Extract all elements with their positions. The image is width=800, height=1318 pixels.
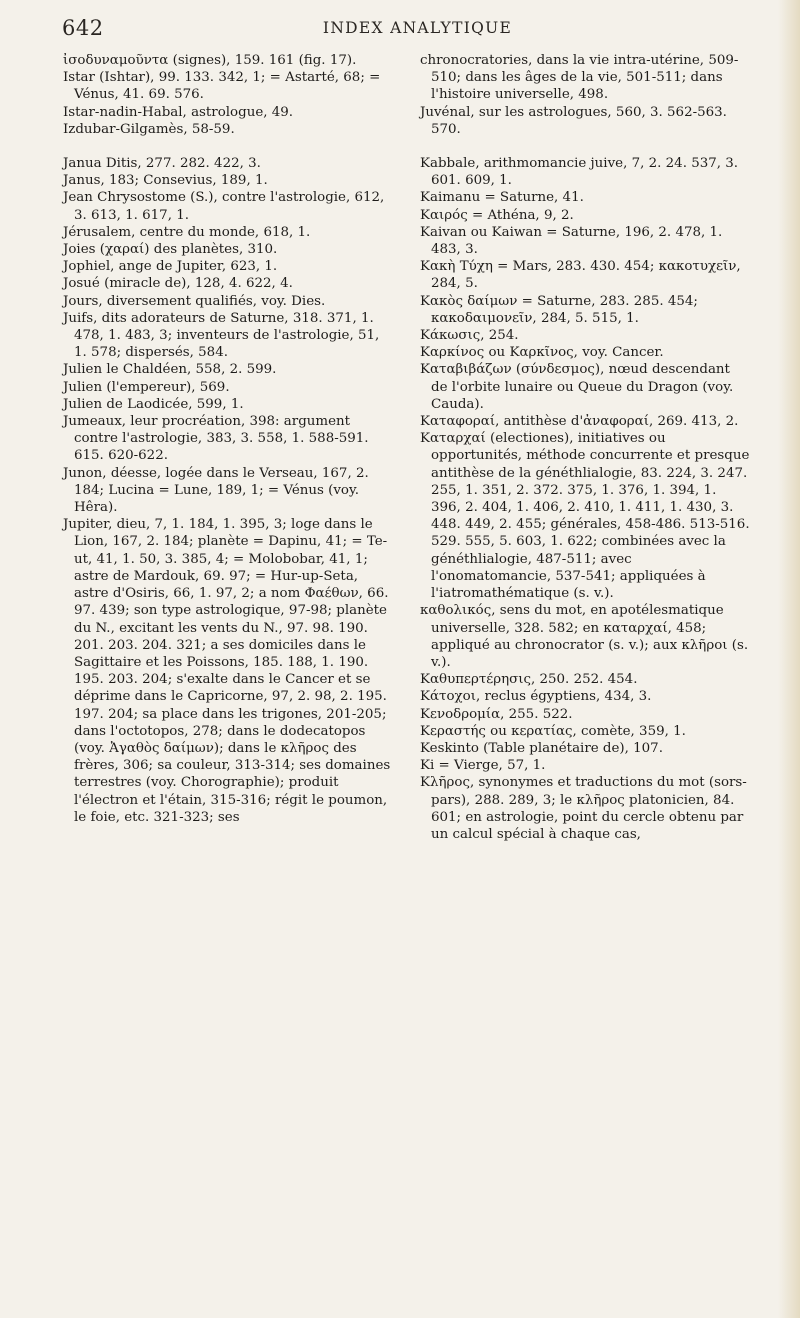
index-entry: Καιρός = Athéna, 9, 2. — [420, 207, 574, 223]
index-entry: Καταβιβάζων (σύνδεσμος), nœud descendant de l'orbite lunaire ou Queue du Dragon (voy. Cauda). — [420, 362, 734, 412]
index-entry: Jupiter, dieu, 7, 1. 184, 1. 395, 3; loge dans le Lion, 167, 2. 184; planète = Dapinu, 41; = Te-ut, 41, 1. 50, 3. 385, 4; = Molobobar, 41, 1; astre de Mardouk, 69. 97; = Hur-up-Seta, astre d'Osiris, 66, 1. 97, 2; a nom Φαέθων, 66. 97. 439; son type astrologique, 97-98; planète du N., excitant les vents du N., 97. 98. 190. 201. 203. 204. 321; a ses domiciles dans le Sagittaire et les Poissons, 185. 188, 1. 190. 195. 203. 204; s'exalte dans le Cancer et se déprime dans le Capricorne, 97, 2. 98, 2. 195. 197. 204; sa place dans les trigones, 201-205; dans l'octotopos, 278; dans le dodecatopos (voy. Ἀγαθὸς δαίμων); dans le κλῆρος des frères, 306; sa couleur, 313-314; ses domaines terrestres (voy. Chorographie); produit l'électron et l'étain, 315-316; régit le poumon, le foie, etc. 321-323; ses — [63, 517, 391, 825]
index-entry: Izdubar-Gilgamès, 58-59. — [63, 121, 235, 137]
index-entry: Jérusalem, centre du monde, 618, 1. — [63, 224, 311, 240]
index-entry: Κάκωσις, 254. — [420, 328, 519, 344]
index-entry: Καταρχαί (electiones), initiatives ou opportunités, méthode concurrente et presque antithèse de la généthlialogie, 83. 224, 3. 247. 255, 1. 351, 2. 372. 375, 1. 376, 1. 394, 1. 396, 2. 404, 1. 406, 2. 410, 1. 411, 1. 430, 3. 448. 449, 2. 455; générales, 458-486. 513-516. 529. 555, 5. 603, 1. 622; combinées avec la généthlialogie, 487-511; avec l'onomatomancie, 537-541; appliquées à l'iatromathématique (s. v.). — [420, 431, 750, 602]
index-entry: Julien (l'empereur), 569. — [63, 379, 230, 395]
index-entry: Keskinto (Table planétaire de), 107. — [420, 740, 663, 756]
index-entry: Καρκίνος ou Καρκῖνος, voy. Cancer. — [420, 345, 664, 361]
index-entry: Κλῆρος, synonymes et traductions du mot (sors-pars), 288. 289, 3; le κλῆρος platonicien, 84. 601; en astrologie, point du cercle obtenu par un calcul spécial à chaque cas, — [420, 775, 747, 842]
index-entry: Kaimanu = Saturne, 41. — [420, 190, 584, 206]
index-column-right — [420, 52, 750, 843]
index-entry: Julien de Laodicée, 599, 1. — [63, 396, 244, 412]
section-gap — [63, 138, 391, 155]
section-gap — [420, 138, 750, 155]
index-entry: Janus, 183; Consevius, 189, 1. — [63, 173, 268, 189]
index-entry: Josué (miracle de), 128, 4. 622, 4. — [63, 276, 293, 292]
index-entry: Kaivan ou Kaiwan = Saturne, 196, 2. 478, 1. 483, 3. — [420, 224, 723, 258]
index-entry: Juvénal, sur les astrologues, 560, 3. 562-563. 570. — [420, 104, 727, 137]
index-entry: Jumeaux, leur procréation, 398: argument contre l'astrologie, 383, 3. 558, 1. 588-591. 615. 620-622. — [63, 414, 369, 464]
page-number: 642 — [62, 16, 104, 40]
index-entry: ἰσοδυναμοῦντα (signes), 159. 161 (fig. 17). — [63, 53, 357, 68]
index-entry: Juifs, dits adorateurs de Saturne, 318. 371, 1. 478, 1. 483, 3; inventeurs de l'astrologie, 51, 1. 578; dispersés, 584. — [63, 310, 380, 361]
index-column-left — [63, 52, 391, 826]
index-entry: Istar (Ishtar), 99. 133. 342, 1; = Astarté, 68; = Vénus, 41. 69. 576. — [63, 70, 381, 103]
index-entry: Istar-nadin-Habal, astrologue, 49. — [63, 104, 294, 120]
index-entry: Ki = Vierge, 57, 1. — [420, 758, 546, 774]
index-entry: Janua Ditis, 277. 282. 422, 3. — [63, 156, 261, 172]
index-entry: Jours, diversement qualifiés, voy. Dies. — [63, 293, 326, 309]
index-entry: Junon, déesse, logée dans le Verseau, 167, 2. 184; Lucina = Lune, 189, 1; = Vénus (voy. Hêra). — [63, 465, 369, 516]
index-entry: Κακὴ Τύχη = Mars, 283. 430. 454; κακοτυχεῖν, 284, 5. — [420, 259, 741, 292]
index-entry: chronocratories, dans la vie intra-utérine, 509-510; dans les âges de la vie, 501-511; dans l'histoire universelle, 498. — [420, 53, 739, 103]
index-entry: Jophiel, ange de Jupiter, 623, 1. — [63, 259, 278, 275]
index-entry: Κακὸς δαίμων = Saturne, 283. 285. 454; κακοδαιμονεῖν, 284, 5. 515, 1. — [420, 293, 698, 326]
index-entry: Jean Chrysostome (S.), contre l'astrologie, 612, 3. 613, 1. 617, 1. — [63, 190, 385, 223]
index-entry: Καθυπερτέρησις, 250. 252. 454. — [420, 672, 638, 688]
running-title: INDEX ANALYTIQUE — [322, 19, 513, 37]
index-entry: Julien le Chaldéen, 558, 2. 599. — [63, 362, 277, 378]
page-edge-shading — [778, 0, 800, 1318]
index-entry: καθολικός, sens du mot, en apotélesmatique universelle, 328. 582; en καταρχαί, 458; appliqué au chronocrator (s. v.); aux κλῆροι (s. v.). — [420, 603, 749, 670]
page-header — [60, 10, 775, 46]
index-entry: Joies (χαραί) des planètes, 310. — [63, 242, 278, 258]
index-entry: Καταφοραί, antithèse d'ἀναφοραί, 269. 413, 2. — [420, 414, 739, 430]
index-entry: Κεραστής ou κερατίας, comète, 359, 1. — [420, 723, 686, 739]
index-entry: Kabbale, arithmomancie juive, 7, 2. 24. 537, 3. 601. 609, 1. — [420, 156, 739, 189]
index-entry: Κενοδρομία, 255. 522. — [420, 706, 573, 722]
index-entry: Κάτοχοι, reclus égyptiens, 434, 3. — [420, 689, 652, 705]
